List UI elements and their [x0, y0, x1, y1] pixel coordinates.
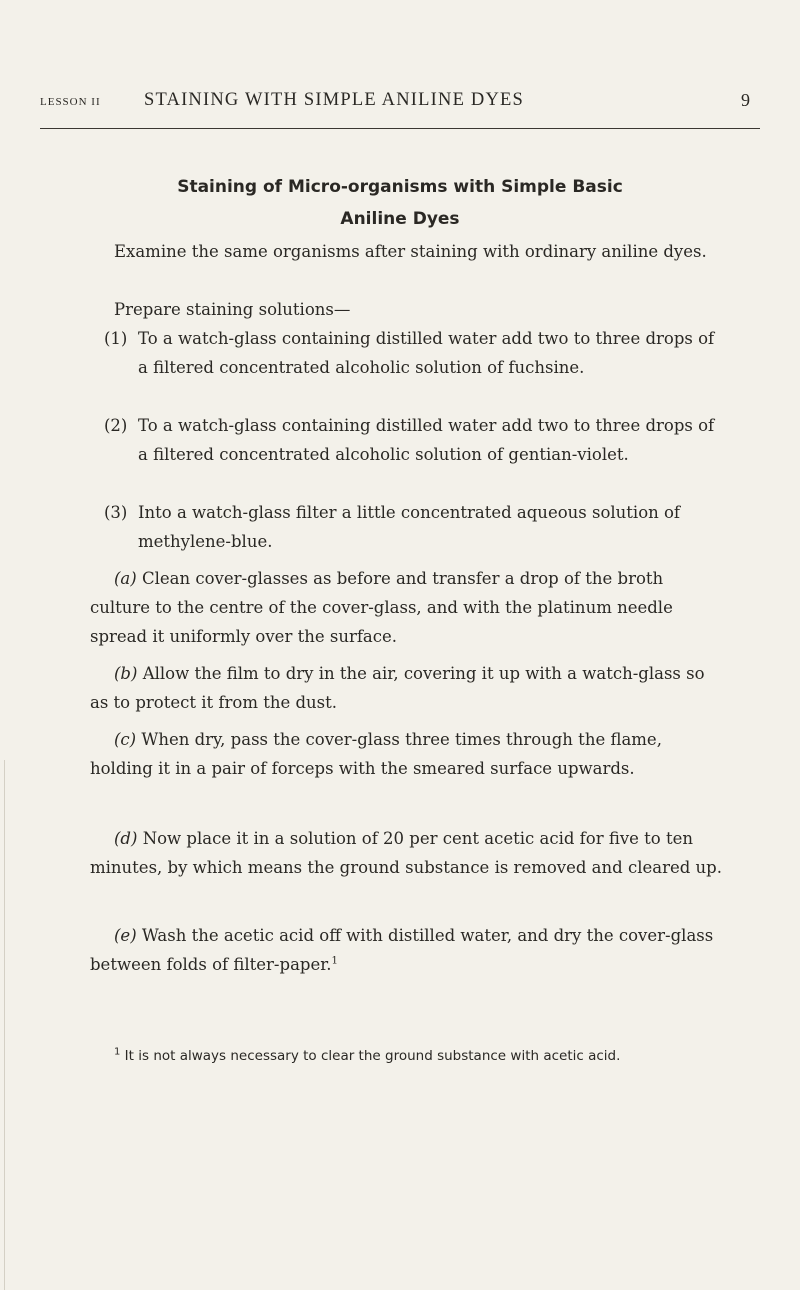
step-letter: (c) [114, 730, 137, 749]
running-header [40, 90, 760, 116]
step-e [90, 921, 726, 979]
step-letter: (d) [114, 829, 138, 848]
solution-item-3 [104, 498, 726, 556]
section-heading [40, 171, 760, 235]
footnote-marker: 1 [114, 1046, 121, 1058]
step-letter: (a) [114, 569, 137, 588]
solution-text: To a watch-glass containing distilled water add two to three drops of a filtered concentrated alcoholic solution of fuchsine. [138, 329, 715, 377]
step-b [90, 659, 726, 717]
prepare-line: Prepare staining solutions— [114, 300, 351, 319]
heading-line-2: Aniline Dyes [340, 209, 460, 229]
solution-text: Into a watch-glass filter a little concentrated aqueous solution of methylene-blue. [138, 503, 681, 551]
step-c [90, 725, 726, 783]
solution-item-2 [104, 411, 726, 469]
solution-text: To a watch-glass containing distilled water add two to three drops of a filtered concentrated alcoholic solution of gentian-violet. [138, 416, 715, 464]
header-rule [40, 128, 760, 129]
solution-number: (3) [104, 503, 128, 522]
step-text: When dry, pass the cover-glass three times through the flame, holding it in a pair of forceps with the smeared surface upwards. [90, 730, 662, 778]
lesson-label: LESSON II [40, 96, 101, 108]
step-text: Allow the film to dry in the air, covering it up with a watch-glass so as to protect it from the dust. [90, 664, 705, 712]
solution-number: (2) [104, 416, 128, 435]
step-d [90, 824, 726, 882]
step-text: Now place it in a solution of 20 per cent acetic acid for five to ten minutes, by which means the ground substance is removed and cleared up. [90, 829, 722, 877]
solution-number: (1) [104, 329, 128, 348]
step-text: Clean cover-glasses as before and transfer a drop of the broth culture to the centre of the cover-glass, and with the platinum needle spread it uniformly over the surface. [90, 569, 673, 646]
step-a [90, 564, 726, 651]
footnote-reference: 1 [331, 955, 338, 967]
step-letter: (b) [114, 664, 138, 683]
running-title: STAINING WITH SIMPLE ANILINE DYES [144, 90, 524, 110]
footnote [90, 1045, 726, 1067]
page-edge-line [4, 760, 5, 1290]
intro-paragraph: Examine the same organisms after staining with ordinary aniline dyes. [114, 242, 707, 261]
page-number: 9 [741, 90, 750, 110]
step-text: Wash the acetic acid off with distilled water, and dry the cover-glass between folds of filter-paper. [90, 926, 714, 974]
footnote-text: It is not always necessary to clear the ground substance with acetic acid. [124, 1048, 621, 1064]
solution-item-1 [104, 324, 726, 382]
heading-line-1: Staining of Micro-organisms with Simple Basic [177, 177, 623, 197]
step-letter: (e) [114, 926, 137, 945]
